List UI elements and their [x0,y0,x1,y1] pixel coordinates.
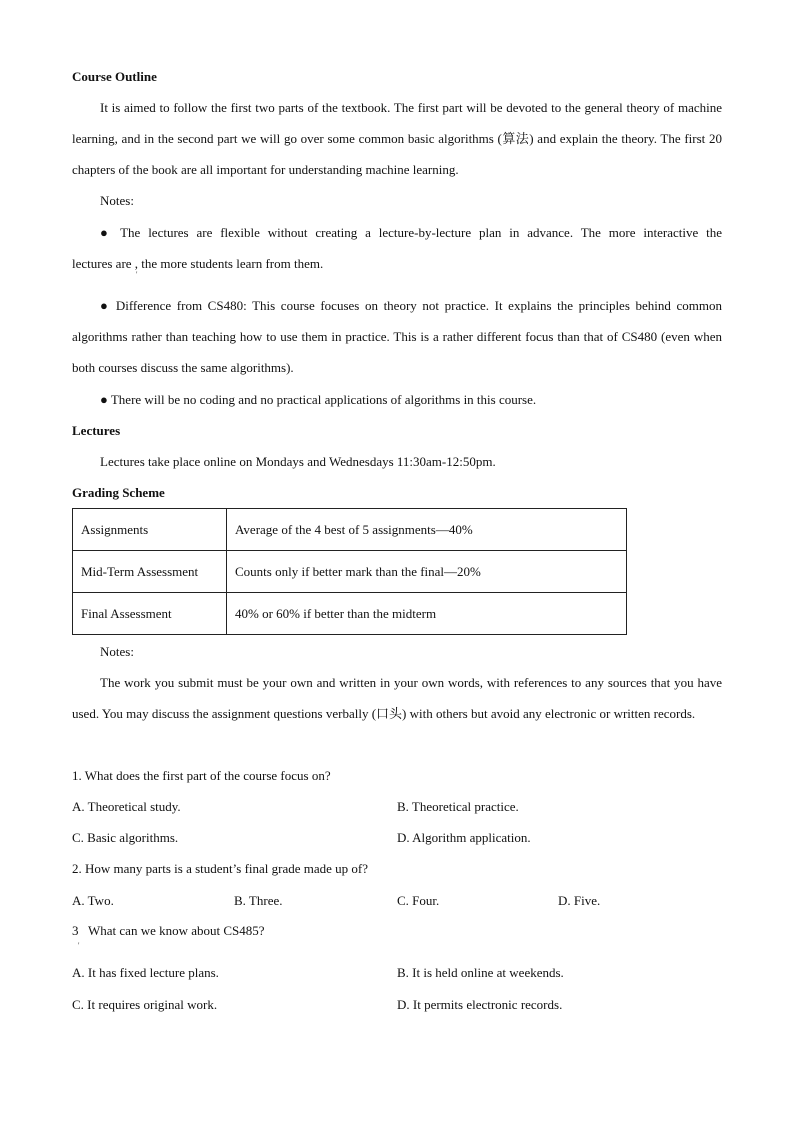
question-3-option-a: A. It has fixed lecture plans. [72,965,219,980]
grading-notes-text: The work you submit must be your own and written in your own words, with references to any sources that you have used. You may discuss the assignment questions verbally (口头) with others but avoid any electronic or written records. [72,675,722,721]
question-3-stem: 3 What can we know about CS485? [72,923,265,938]
grading-heading: Grading Scheme [72,485,165,500]
question-1-option-b: B. Theoretical practice. [397,799,519,814]
question-1-option-d: D. Algorithm application. [397,830,531,845]
question-2-stem: 2. How many parts is a student’s final grade made up of? [72,861,369,876]
grading-table [72,508,627,635]
outline-bullet-2: ● Difference from CS480: This course focuses on theory not practice. It explains the principles behind common algorithms rather than teaching how to use them in practice. This is a rather different focus than that of CS480 (even when both courses discuss the same algorithms). [72,298,722,375]
outline-bullet-3: ● There will be no coding and no practical applications of algorithms in this course. [100,392,537,407]
question-2-option-c: C. Four. [397,893,440,908]
grading-detail-cell: 40% or 60% if better than the midterm [227,593,627,635]
question-1-option-c: C. Basic algorithms. [72,830,179,845]
course-outline-notes-label: Notes: [100,193,134,208]
grading-detail-cell: Counts only if better mark than the final—20% [227,551,627,593]
course-outline-paragraph: It is aimed to follow the first two parts of the textbook. The first part will be devoted to the general theory of machine learning, and in the second part we will go over some common basic algorithms (算法) and explain the theory. The first 20 chapters of the book are all important for understanding machine learning. [72,100,722,177]
course-outline-heading: Course Outline [72,69,157,84]
stray-mark: ' [136,270,138,279]
outline-bullet-1-line-2: lectures are , the more students learn from them. [72,256,324,271]
question-3-option-b: B. It is held online at weekends. [397,965,564,980]
grading-detail-cell: Average of the 4 best of 5 assignments—40% [227,509,627,551]
question-1-option-a: A. Theoretical study. [72,799,181,814]
lectures-text: Lectures take place online on Mondays and Wednesdays 11:30am-12:50pm. [100,454,496,469]
grading-item-cell: Assignments [73,509,227,551]
grading-notes-label: Notes: [100,644,134,659]
grading-item-cell: Mid-Term Assessment [73,551,227,593]
outline-bullet-1-line-1: ● The lectures are flexible without creating a lecture-by-lecture plan in advance. The more interactive the [100,225,722,240]
grading-item-cell: Final Assessment [73,593,227,635]
question-2-option-d: D. Five. [558,893,601,908]
question-3-option-d: D. It permits electronic records. [397,997,563,1012]
stray-mark: ' [78,941,80,950]
lectures-heading: Lectures [72,423,121,438]
question-2-option-a: A. Two. [72,893,114,908]
question-2-option-b: B. Three. [234,893,283,908]
table-row [73,509,627,551]
table-row [73,593,627,635]
table-row [73,551,627,593]
question-3-option-c: C. It requires original work. [72,997,218,1012]
question-1-stem: 1. What does the first part of the course focus on? [72,768,331,783]
